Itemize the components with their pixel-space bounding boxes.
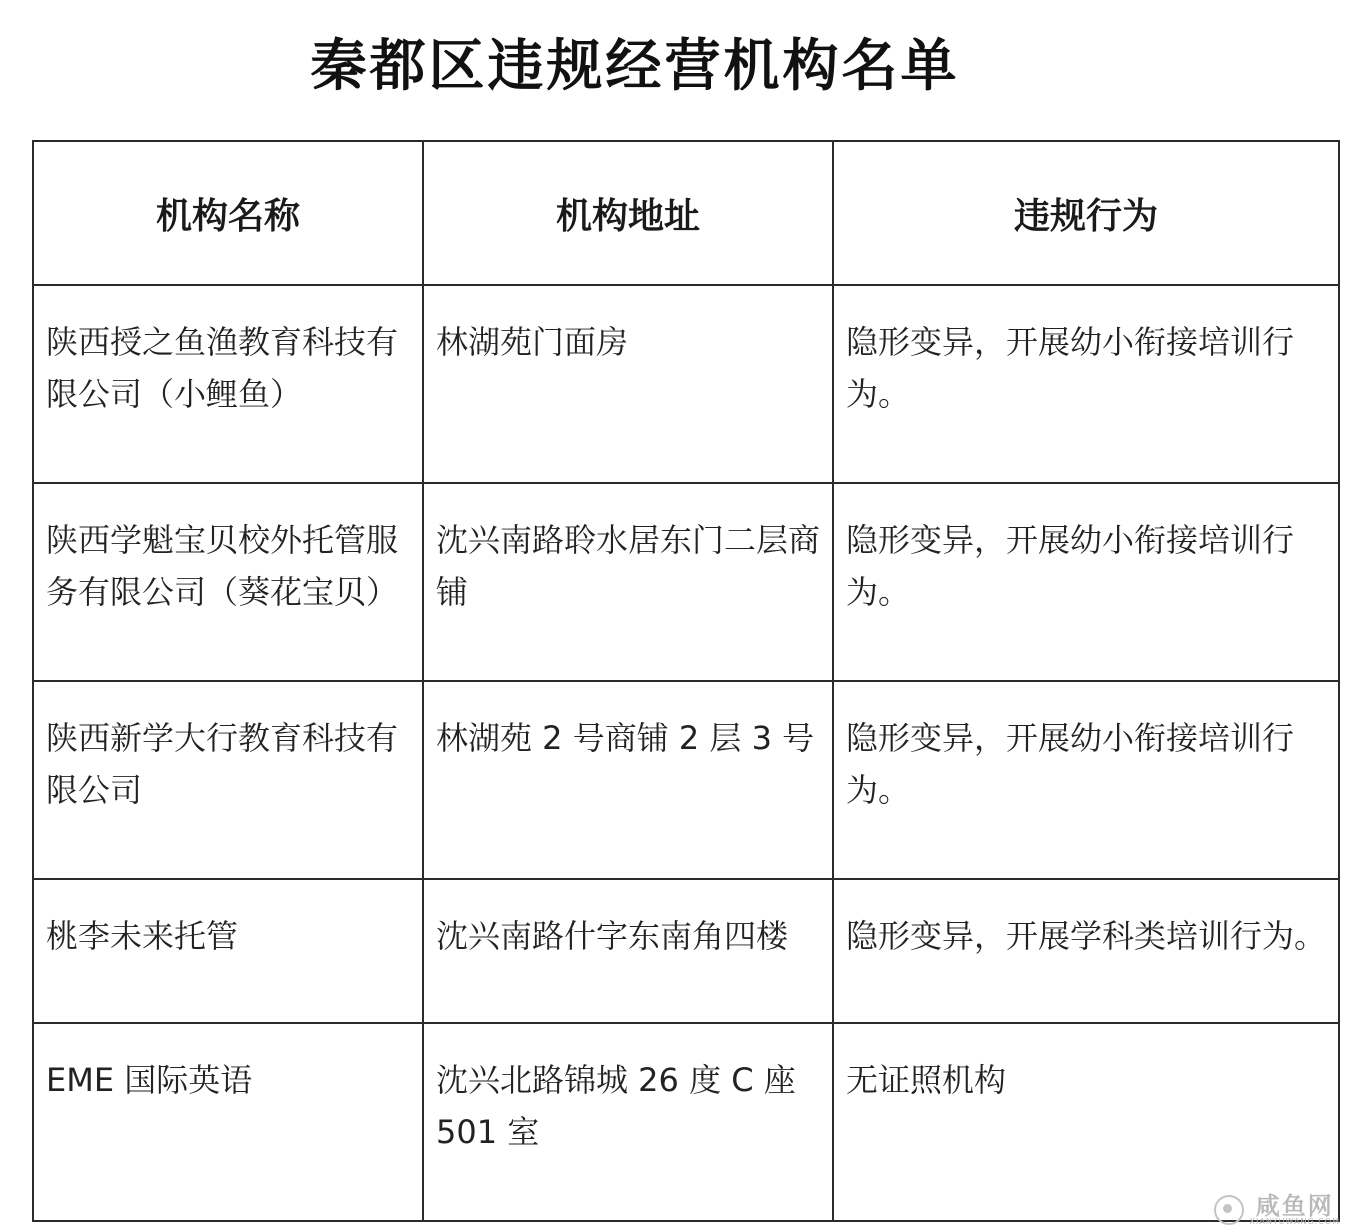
institution-address-cell: 沈兴南路聆水居东门二层商铺 (423, 483, 833, 681)
institution-address-cell: 沈兴南路什字东南角四楼 (423, 879, 833, 1023)
institution-name-cell: 陕西学魁宝贝校外托管服务有限公司（葵花宝贝） (33, 483, 423, 681)
violation-table (32, 140, 1340, 1222)
institution-address-cell: 林湖苑门面房 (423, 285, 833, 483)
watermark-domain: XIANYUWANG.COM (1249, 1217, 1340, 1226)
table-row (33, 879, 1339, 1023)
watermark (1214, 1194, 1341, 1226)
watermark-name: 咸鱼网 (1255, 1192, 1334, 1220)
violation-cell: 隐形变异，开展幼小衔接培训行为。 (833, 285, 1339, 483)
column-header-violation: 违规行为 (833, 141, 1339, 285)
institution-name-cell: 陕西授之鱼渔教育科技有限公司（小鲤鱼） (33, 285, 423, 483)
column-header-address: 机构地址 (423, 141, 833, 285)
institution-address-cell: 沈兴北路锦城 26 度 C 座 501 室 (423, 1023, 833, 1221)
violation-cell: 隐形变异，开展幼小衔接培训行为。 (833, 483, 1339, 681)
page-title: 秦都区违规经营机构名单 (310, 34, 960, 99)
watermark-logo-icon (1214, 1195, 1244, 1225)
table-row (33, 483, 1339, 681)
table-row (33, 1023, 1339, 1221)
column-header-name: 机构名称 (33, 141, 423, 285)
violation-cell: 无证照机构 (833, 1023, 1339, 1221)
violation-cell: 隐形变异，开展学科类培训行为。 (833, 879, 1339, 1023)
violation-cell: 隐形变异，开展幼小衔接培训行为。 (833, 681, 1339, 879)
institution-name-cell: 桃李未来托管 (33, 879, 423, 1023)
table-header-row (33, 141, 1339, 285)
institution-name-cell: EME 国际英语 (33, 1023, 423, 1221)
table-row (33, 681, 1339, 879)
institution-address-cell: 林湖苑 2 号商铺 2 层 3 号 (423, 681, 833, 879)
institution-name-cell: 陕西新学大行教育科技有限公司 (33, 681, 423, 879)
table-row (33, 285, 1339, 483)
